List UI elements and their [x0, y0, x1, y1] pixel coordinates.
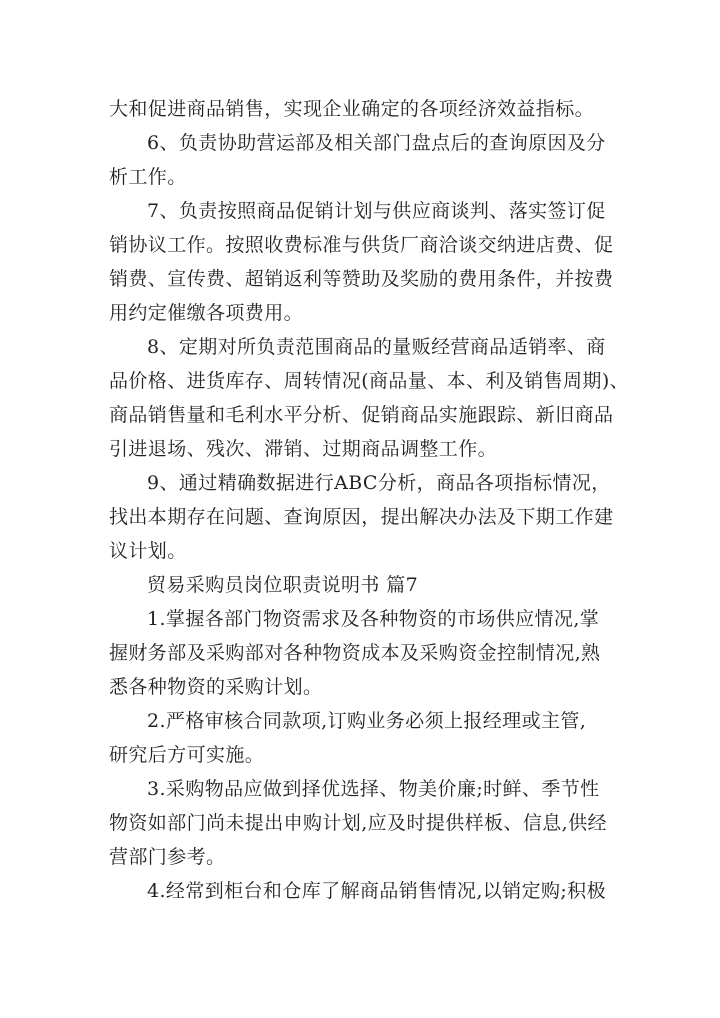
text-line: 研究后方可实施。 — [109, 744, 265, 766]
text-line: 4.经常到柜台和仓库了解商品销售情况,以销定购;积极 — [147, 880, 606, 902]
text-line: 2.严格审核合同款项,订购业务必须上报经理或主管, — [147, 710, 587, 732]
text-line: 引进退场、残次、滞销、过期商品调整工作。 — [109, 438, 498, 460]
text-line: 析工作。 — [109, 166, 187, 188]
text-line: 议计划。 — [109, 540, 187, 562]
text-line: 悉各种物资的采购计划。 — [109, 676, 323, 698]
text-line: 销协议工作。按照收费标准与供货厂商洽谈交纳进店费、促 — [109, 234, 614, 256]
text-line: 品价格、进货库存、周转情况(商品量、本、利及销售周期)、 — [109, 370, 630, 392]
text-line: 7、负责按照商品促销计划与供应商谈判、落实签订促 — [147, 200, 606, 222]
text-line: 8、定期对所负责范围商品的量贩经营商品适销率、商 — [147, 336, 606, 358]
text-line: 3.采购物品应做到择优选择、物美价廉;时鲜、季节性 — [147, 778, 600, 800]
section-heading: 贸易采购员岗位职责说明书 篇7 — [147, 574, 419, 596]
text-line: 营部门参考。 — [109, 846, 226, 868]
text-line: 物资如部门尚未提出申购计划,应及时提供样板、信息,供经 — [109, 812, 607, 834]
text-line: 用约定催缴各项费用。 — [109, 302, 304, 324]
text-line: 握财务部及采购部对各种物资成本及采购资金控制情况,熟 — [109, 642, 601, 664]
text-line: 6、负责协助营运部及相关部门盘点后的查询原因及分 — [147, 132, 606, 154]
text-line: 1.掌握各部门物资需求及各种物资的市场供应情况,掌 — [147, 608, 600, 630]
text-line: 销费、宣传费、超销返利等赞助及奖励的费用条件，并按费 — [109, 268, 614, 290]
text-line: 大和促进商品销售，实现企业确定的各项经济效益指标。 — [109, 98, 595, 120]
text-line: 找出本期存在问题、查询原因，提出解决办法及下期工作建 — [109, 506, 614, 528]
text-line: 商品销售量和毛利水平分析、促销商品实施跟踪、新旧商品 — [109, 404, 614, 426]
text-line: 9、通过精确数据进行ABC分析，商品各项指标情况， — [147, 472, 611, 494]
